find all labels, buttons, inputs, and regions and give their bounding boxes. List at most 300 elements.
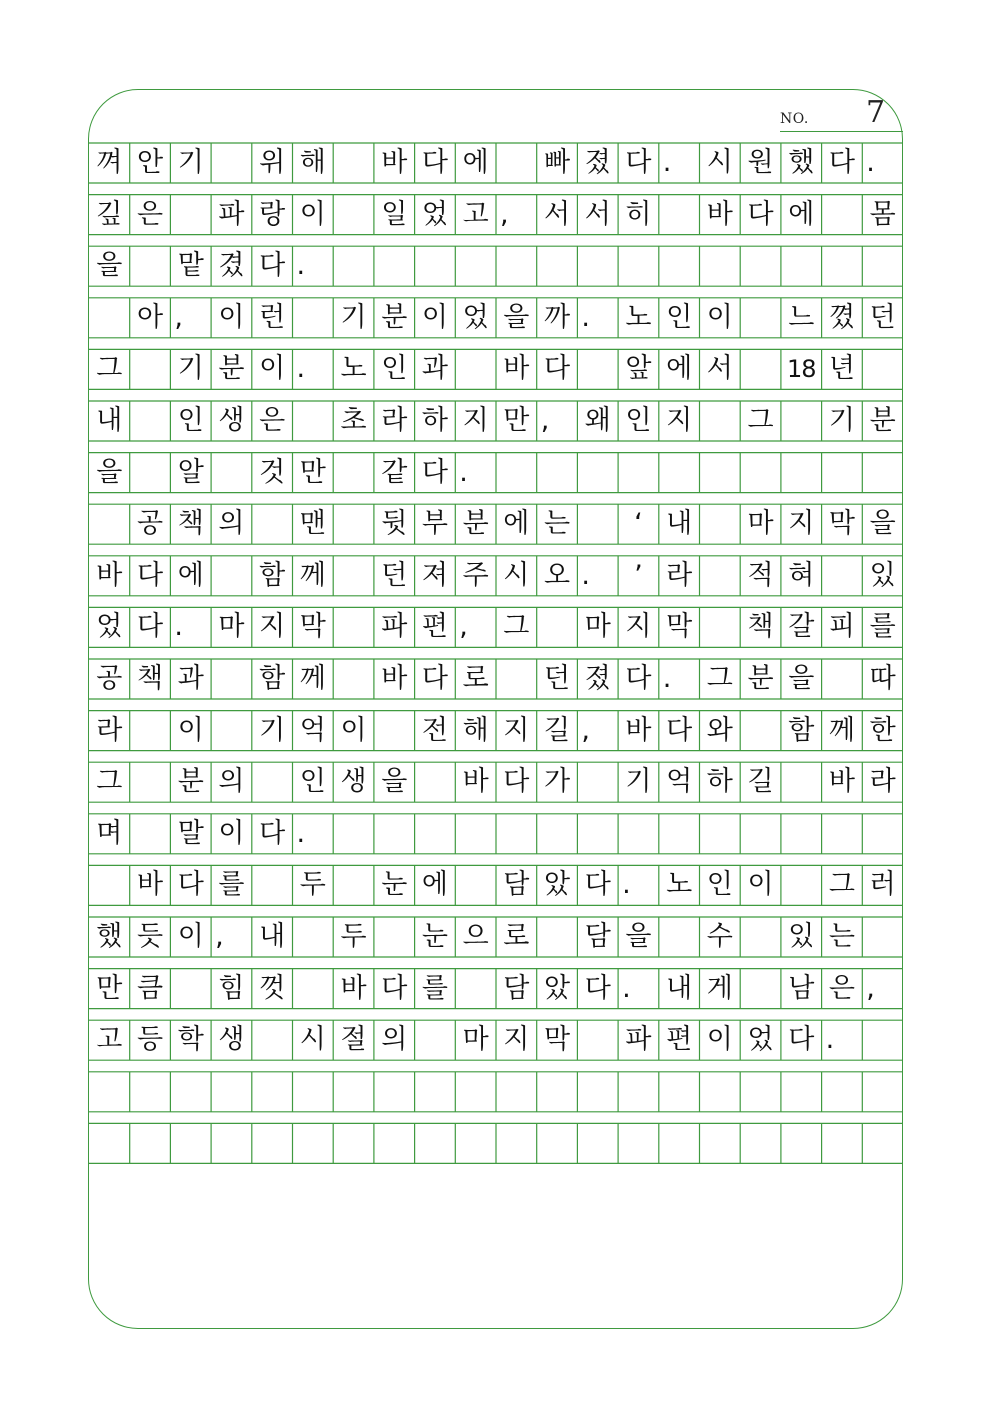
grid-cell: 인 [177,405,204,436]
grid-cell: 몸 [869,198,896,230]
grid-cell [822,1123,863,1163]
manuscript-row [89,453,903,493]
grid-cell: 것 [259,456,286,488]
grid-cell [618,814,659,854]
grid-cell: 을 [869,508,896,540]
page-number: 7 [866,95,886,130]
grid-cell [130,762,171,802]
grid-cell [659,453,700,493]
grid-cell: 마 [462,1024,489,1056]
grid-cell: 던 [869,301,896,333]
grid-cell [333,1072,374,1112]
grid-cell: 을 [96,250,123,282]
grid-cell: 일 [381,198,408,230]
grid-cell [211,143,252,183]
grid-cell [700,246,741,286]
grid-cell [130,1123,171,1163]
grid-cell [333,556,374,596]
grid-cell [577,1123,618,1163]
grid-cell: , [215,921,224,952]
grid-cell [496,659,537,699]
grid-cell: 눈 [421,921,448,952]
grid-cell: 의 [218,508,245,540]
grid-cell [659,1123,700,1163]
grid-cell: . [622,972,631,1004]
grid-cell: 생 [218,1024,245,1056]
grid-cell: 이 [259,353,286,385]
grid-cell: 이 [218,817,245,849]
grid-cell [252,1020,293,1060]
grid-cell: 바 [381,147,408,178]
grid-cell: 과 [177,663,204,694]
grid-cell [537,917,578,957]
grid-cell [700,607,741,647]
grid-cell: 생 [218,405,245,436]
grid-cell [862,453,903,493]
manuscript-row [89,504,903,544]
grid-cell: 두 [340,921,367,952]
grid-cell: 며 [96,817,123,849]
grid-cell: 에 [788,198,815,230]
grid-cell: 에 [421,869,448,901]
grid-cell [577,453,618,493]
grid-cell [374,1123,415,1163]
manuscript-row [89,349,903,389]
grid-cell [455,814,496,854]
grid-cell: 파 [625,1024,652,1056]
grid-cell: 로 [503,921,530,952]
grid-cell: 내 [666,508,693,540]
grid-cell [496,246,537,286]
grid-cell [740,1123,781,1163]
grid-cell: 다 [421,456,448,488]
manuscript-row [89,1072,903,1112]
grid-cell: 던 [543,663,571,694]
grid-cell: , [540,405,550,436]
grid-cell: 등 [136,1024,164,1056]
grid-cell: 알 [177,456,204,488]
grid-cell: 적 [747,559,774,591]
grid-cell: 막 [543,1024,571,1056]
grid-cell [130,711,171,751]
manuscript-row [89,1020,903,1060]
grid-cell [252,762,293,802]
grid-cell [130,401,171,441]
grid-cell: , [500,198,509,230]
grid-cell: 겼 [218,250,245,282]
grid-cell: 이 [706,1024,733,1056]
grid-cell: 공 [136,508,164,540]
grid-cell: 위 [259,147,286,178]
grid-cell: 지 [666,405,693,436]
grid-cell: 바 [828,766,855,798]
grid-cell [700,556,741,596]
grid-cell: 뒷 [381,508,408,540]
grid-cell [333,195,374,235]
grid-cell: 만 [96,972,123,1004]
grid-cell: 다 [584,869,611,901]
grid-cell: 피 [828,611,855,643]
grid-cell: 까 [543,301,571,333]
grid-cell: 다 [625,663,652,694]
grid-cell: 고 [96,1024,123,1056]
grid-cell: 께 [299,663,326,694]
grid-cell [700,401,741,441]
grid-cell: 지 [462,405,489,436]
grid-cell: , [581,714,590,746]
grid-cell: 께 [299,559,326,591]
grid-cell: . [581,559,590,591]
grid-cell: 그 [706,663,733,694]
grid-cell [700,504,741,544]
grid-cell: 았 [543,972,571,1004]
grid-cell [333,143,374,183]
grid-cell [862,349,903,389]
grid-cell: 말 [177,817,204,849]
grid-cell: 편 [666,1024,693,1056]
manuscript-row [89,143,903,183]
grid-cell: 억 [666,766,693,798]
grid-cell [89,1072,130,1112]
grid-cell: 바 [96,559,123,591]
grid-cell: 책 [136,663,164,694]
grid-cell [740,453,781,493]
manuscript-row [89,711,903,751]
grid-cell [862,1072,903,1112]
grid-cell: 껴 [96,147,123,178]
grid-cell: 분 [381,301,408,333]
grid-cell: 있 [869,559,896,591]
grid-cell [618,1072,659,1112]
grid-cell [333,246,374,286]
grid-cell [170,969,211,1009]
grid-cell: 절 [340,1024,367,1056]
grid-cell [740,349,781,389]
grid-cell: 라 [96,714,123,746]
grid-cell: 바 [625,714,652,746]
grid-cell: 었 [421,198,448,230]
grid-cell [293,969,334,1009]
grid-cell: 에 [177,559,204,591]
grid-cell: 했 [788,147,815,178]
grid-cell: 인 [381,353,408,385]
grid-cell: 은 [259,405,286,436]
grid-cell [374,246,415,286]
grid-cell [740,1072,781,1112]
grid-cell: 랑 [259,198,286,230]
grid-cell: 다 [503,766,530,798]
grid-cell [252,865,293,905]
grid-cell: 서 [543,198,571,230]
grid-cell [415,246,456,286]
grid-cell: 책 [177,508,204,540]
manuscript-row [89,298,903,338]
grid-cell: 빠 [543,147,571,178]
grid-cell [781,1123,822,1163]
grid-cell: 와 [706,714,733,746]
grid-cell: 았 [543,869,571,901]
grid-cell: 그 [747,405,774,436]
grid-cell: 인 [299,766,326,798]
grid-cell: 있 [788,921,815,952]
grid-cell: 을 [381,766,408,798]
grid-cell: 내 [666,972,693,1004]
grid-cell: 왜 [584,405,611,436]
grid-cell: 분 [177,766,204,798]
grid-cell [781,814,822,854]
grid-cell: 라 [666,559,693,591]
grid-cell: 해 [462,714,489,746]
grid-cell [577,349,618,389]
grid-cell: 한 [869,714,896,746]
grid-cell: 분 [869,405,896,436]
grid-cell: 기 [259,714,286,746]
manuscript-row [89,556,903,596]
grid-cell: 기 [625,766,652,798]
grid-cell [333,865,374,905]
grid-cell [577,504,618,544]
grid-cell: 부 [421,508,448,540]
manuscript-row [89,762,903,802]
grid-cell: 으 [462,921,489,952]
grid-cell [496,143,537,183]
grid-cell: 길 [747,766,774,798]
grid-cell: 막 [828,508,855,540]
grid-cell: . [174,611,183,643]
grid-cell: 깊 [96,198,123,230]
grid-cell: 편 [421,611,448,643]
grid-cell [293,1072,334,1112]
grid-cell: 었 [96,611,123,643]
grid-cell: 를 [869,611,896,643]
grid-cell [333,1123,374,1163]
grid-cell: 기 [177,147,204,178]
grid-cell: 다 [543,353,571,385]
grid-cell [740,298,781,338]
grid-cell: 하 [421,405,448,436]
grid-cell [577,1020,618,1060]
grid-cell: 이 [421,301,448,333]
grid-cell: 다 [136,611,164,643]
grid-cell: 다 [584,972,611,1004]
grid-cell: 다 [421,147,448,178]
grid-cell [659,246,700,286]
grid-cell: . [662,663,672,694]
grid-cell: . [622,869,631,901]
grid-cell: . [866,147,875,178]
grid-cell [700,1123,741,1163]
grid-cell: 다 [421,663,448,694]
grid-cell: . [296,250,306,282]
grid-cell: 막 [299,611,326,643]
manuscript-row [89,1123,903,1163]
grid-cell [496,1072,537,1112]
grid-cell: 다 [177,869,204,901]
grid-cell [89,298,130,338]
grid-cell: 눈 [381,869,408,901]
grid-cell: 파 [381,611,408,643]
grid-cell [89,865,130,905]
grid-cell: 마 [218,611,245,643]
grid-cell: 지 [259,611,286,643]
grid-cell: . [662,147,672,178]
grid-cell: 내 [259,921,286,952]
grid-cell [537,607,578,647]
grid-cell: . [581,301,590,333]
grid-cell [577,814,618,854]
grid-cell: 아 [136,301,164,333]
grid-cell [822,659,863,699]
grid-cell: 맡 [177,250,204,282]
grid-cell [740,246,781,286]
manuscript-row [89,195,903,235]
grid-cell: 시 [706,147,733,178]
grid-cell [700,1072,741,1112]
grid-cell: 느 [788,301,815,333]
grid-cell [130,453,171,493]
grid-cell [781,762,822,802]
grid-cell [781,865,822,905]
grid-cell: 만 [299,456,326,488]
grid-cell [822,195,863,235]
grid-cell: 서 [706,353,733,385]
grid-cell: 런 [259,301,286,333]
manuscript-row [89,659,903,699]
manuscript-row [89,865,903,905]
grid-cell: 바 [136,869,164,901]
grid-cell: 이 [340,714,367,746]
grid-cell: 담 [503,869,530,901]
grid-cell [862,814,903,854]
grid-cell: 이 [177,921,204,952]
grid-cell [577,762,618,802]
grid-cell [700,814,741,854]
grid-cell: 서 [584,198,611,230]
manuscript-row [89,246,903,286]
grid-cell: 함 [259,559,286,591]
grid-cell: 지 [503,1024,530,1056]
grid-cell: 었 [747,1024,774,1056]
grid-cell: 만 [503,405,530,436]
grid-cell [170,1072,211,1112]
grid-cell [740,917,781,957]
grid-cell: 다 [625,147,652,178]
grid-cell: 이 [218,301,245,333]
grid-cell: 다 [259,817,286,849]
grid-cell [374,711,415,751]
grid-cell: 기 [828,405,855,436]
grid-cell: , [866,972,875,1004]
grid-cell: 하 [706,766,733,798]
grid-cell: 따 [869,663,896,694]
grid-cell: 원 [747,147,774,178]
manuscript-row [89,814,903,854]
grid-cell: 바 [381,663,408,694]
grid-cell [415,1072,456,1112]
grid-cell: 껏 [259,972,286,1004]
grid-cell: 라 [869,766,896,798]
grid-cell: 로 [462,663,489,694]
grid-cell: 게 [706,972,733,1004]
grid-cell: 라 [381,405,408,436]
grid-cell: 18 [786,355,816,384]
grid-cell [374,1072,415,1112]
grid-cell [862,246,903,286]
grid-cell: 히 [625,198,652,230]
grid-cell [252,504,293,544]
grid-cell [862,917,903,957]
grid-cell [415,1123,456,1163]
grid-cell: 다 [788,1024,815,1056]
grid-cell [537,1123,578,1163]
grid-cell [618,453,659,493]
grid-cell [781,453,822,493]
grid-cell [252,1072,293,1112]
grid-cell: 이 [177,714,204,746]
grid-cell [211,659,252,699]
grid-cell: 바 [503,353,530,385]
grid-cell [333,504,374,544]
grid-cell: 을 [96,456,123,488]
grid-cell: 학 [177,1024,204,1056]
grid-cell: 노 [625,301,652,333]
manuscript-row [89,401,903,441]
grid-cell: 다 [259,250,286,282]
grid-cell: 지 [503,714,530,746]
grid-cell [455,865,496,905]
grid-cell [293,298,334,338]
grid-cell: 고 [462,198,489,230]
grid-cell [130,246,171,286]
grid-cell: 에 [666,353,693,385]
grid-cell [415,1020,456,1060]
grid-cell [659,814,700,854]
grid-cell: 안 [136,147,164,178]
grid-cell: 던 [381,559,408,591]
grid-cell: 은 [136,198,164,230]
grid-cell: , [459,611,468,643]
grid-cell: 함 [259,663,286,694]
grid-cell [333,453,374,493]
grid-cell: 시 [299,1024,326,1056]
grid-cell: 막 [666,611,693,643]
grid-cell [781,246,822,286]
grid-cell: 져 [421,559,448,591]
grid-cell: 었 [462,301,489,333]
grid-cell [740,711,781,751]
page-number-label: NO. [780,111,809,127]
grid-cell [577,246,618,286]
grid-cell: ‘ [634,508,643,540]
grid-cell: 그 [96,353,123,385]
grid-cell [455,246,496,286]
grid-cell: 졌 [584,147,611,178]
grid-cell: 갈 [788,611,815,643]
grid-cell [293,917,334,957]
grid-cell: 는 [543,508,571,540]
grid-cell: 지 [625,611,652,643]
grid-cell: 그 [828,869,855,901]
grid-cell: 분 [747,663,774,694]
grid-cell: 혀 [788,559,815,591]
grid-cell: 수 [706,921,733,952]
grid-cell [822,814,863,854]
grid-cell [862,1123,903,1163]
grid-cell: 전 [421,714,448,746]
grid-cell: 듯 [136,921,164,952]
grid-cell [659,917,700,957]
grid-cell: 맨 [299,508,326,540]
